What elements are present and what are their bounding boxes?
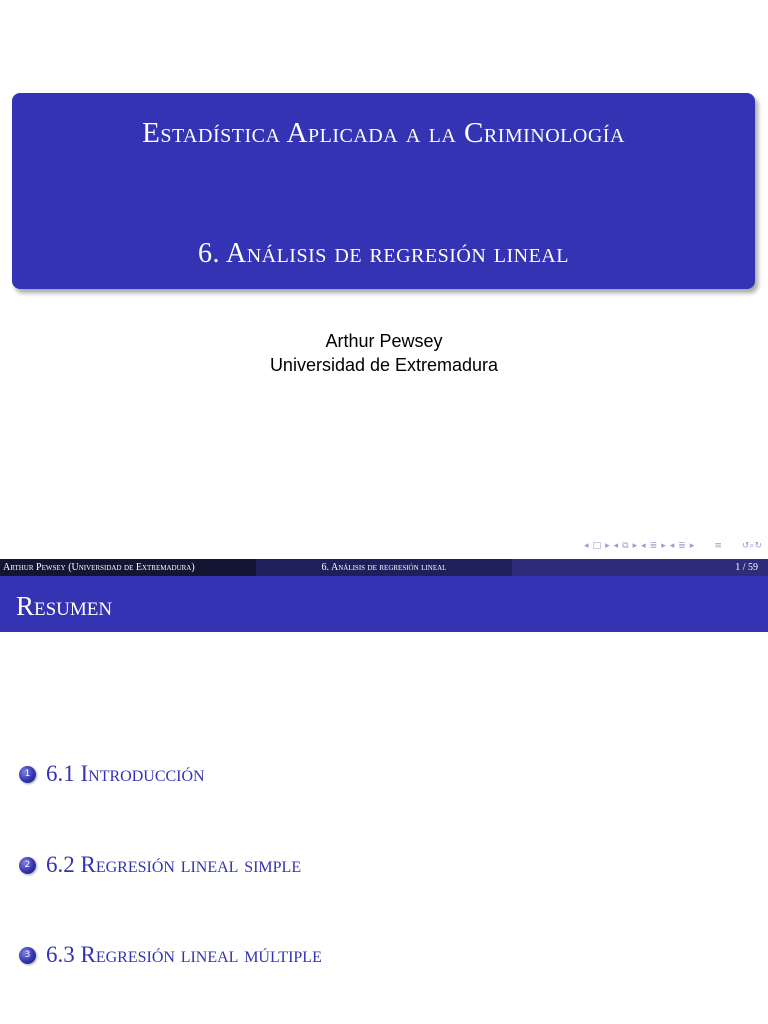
navigation-bar [500, 539, 762, 553]
nav-right-icon[interactable]: ▸ [661, 541, 666, 551]
nav-right-icon[interactable]: ▸ [605, 541, 610, 551]
align-icon[interactable]: ≡ [714, 541, 722, 551]
author-name: Arthur Pewsey [325, 331, 443, 351]
toc-label: 6.3 Regresión lineal múltiple [46, 942, 322, 967]
footline-author: Arthur Pewsey (Universidad de Extremadura) [0, 559, 256, 576]
slide-icon[interactable]: □ [592, 541, 602, 551]
toc-number-ball: 2 [19, 857, 36, 874]
author-block [0, 329, 768, 377]
nav-left-icon[interactable]: ◂ [584, 541, 589, 551]
title-block [12, 93, 755, 289]
footline-page-number: 1 / 59 [512, 559, 768, 576]
nav-left-icon[interactable]: ◂ [669, 541, 675, 551]
presentation-subtitle: 6. Análisis de regresión lineal [198, 238, 569, 269]
toc-item-regresion-simple[interactable] [19, 850, 301, 880]
frame-title: Resumen [0, 576, 768, 632]
subsection-icon[interactable]: ≣ [649, 541, 658, 551]
toc-label: 6.2 Regresión lineal simple [46, 852, 302, 877]
nav-right-icon[interactable]: ▸ [689, 541, 695, 551]
frame-icon[interactable]: ⧉ [622, 541, 629, 551]
toc-number-ball: 1 [19, 766, 36, 783]
nav-left-icon[interactable]: ◂ [641, 541, 646, 551]
toc-item-introduccion[interactable] [19, 759, 205, 789]
section-icon[interactable]: ≣ [678, 541, 686, 551]
toc-item-regresion-multiple[interactable] [19, 940, 322, 970]
author-institution: Universidad de Extremadura [269, 355, 499, 375]
nav-right-icon[interactable]: ▸ [632, 541, 638, 551]
footline-title: 6. Análisis de regresión lineal [256, 559, 512, 576]
footline [0, 559, 768, 576]
toc-number-ball: 3 [19, 947, 36, 964]
presentation-title: Estadística Aplicada a la Criminología [142, 117, 625, 149]
nav-left-icon[interactable]: ◂ [613, 541, 619, 551]
toc-label: 6.1 Introducción [46, 761, 205, 786]
search-icon[interactable]: ↺⌕↻ [741, 541, 762, 551]
